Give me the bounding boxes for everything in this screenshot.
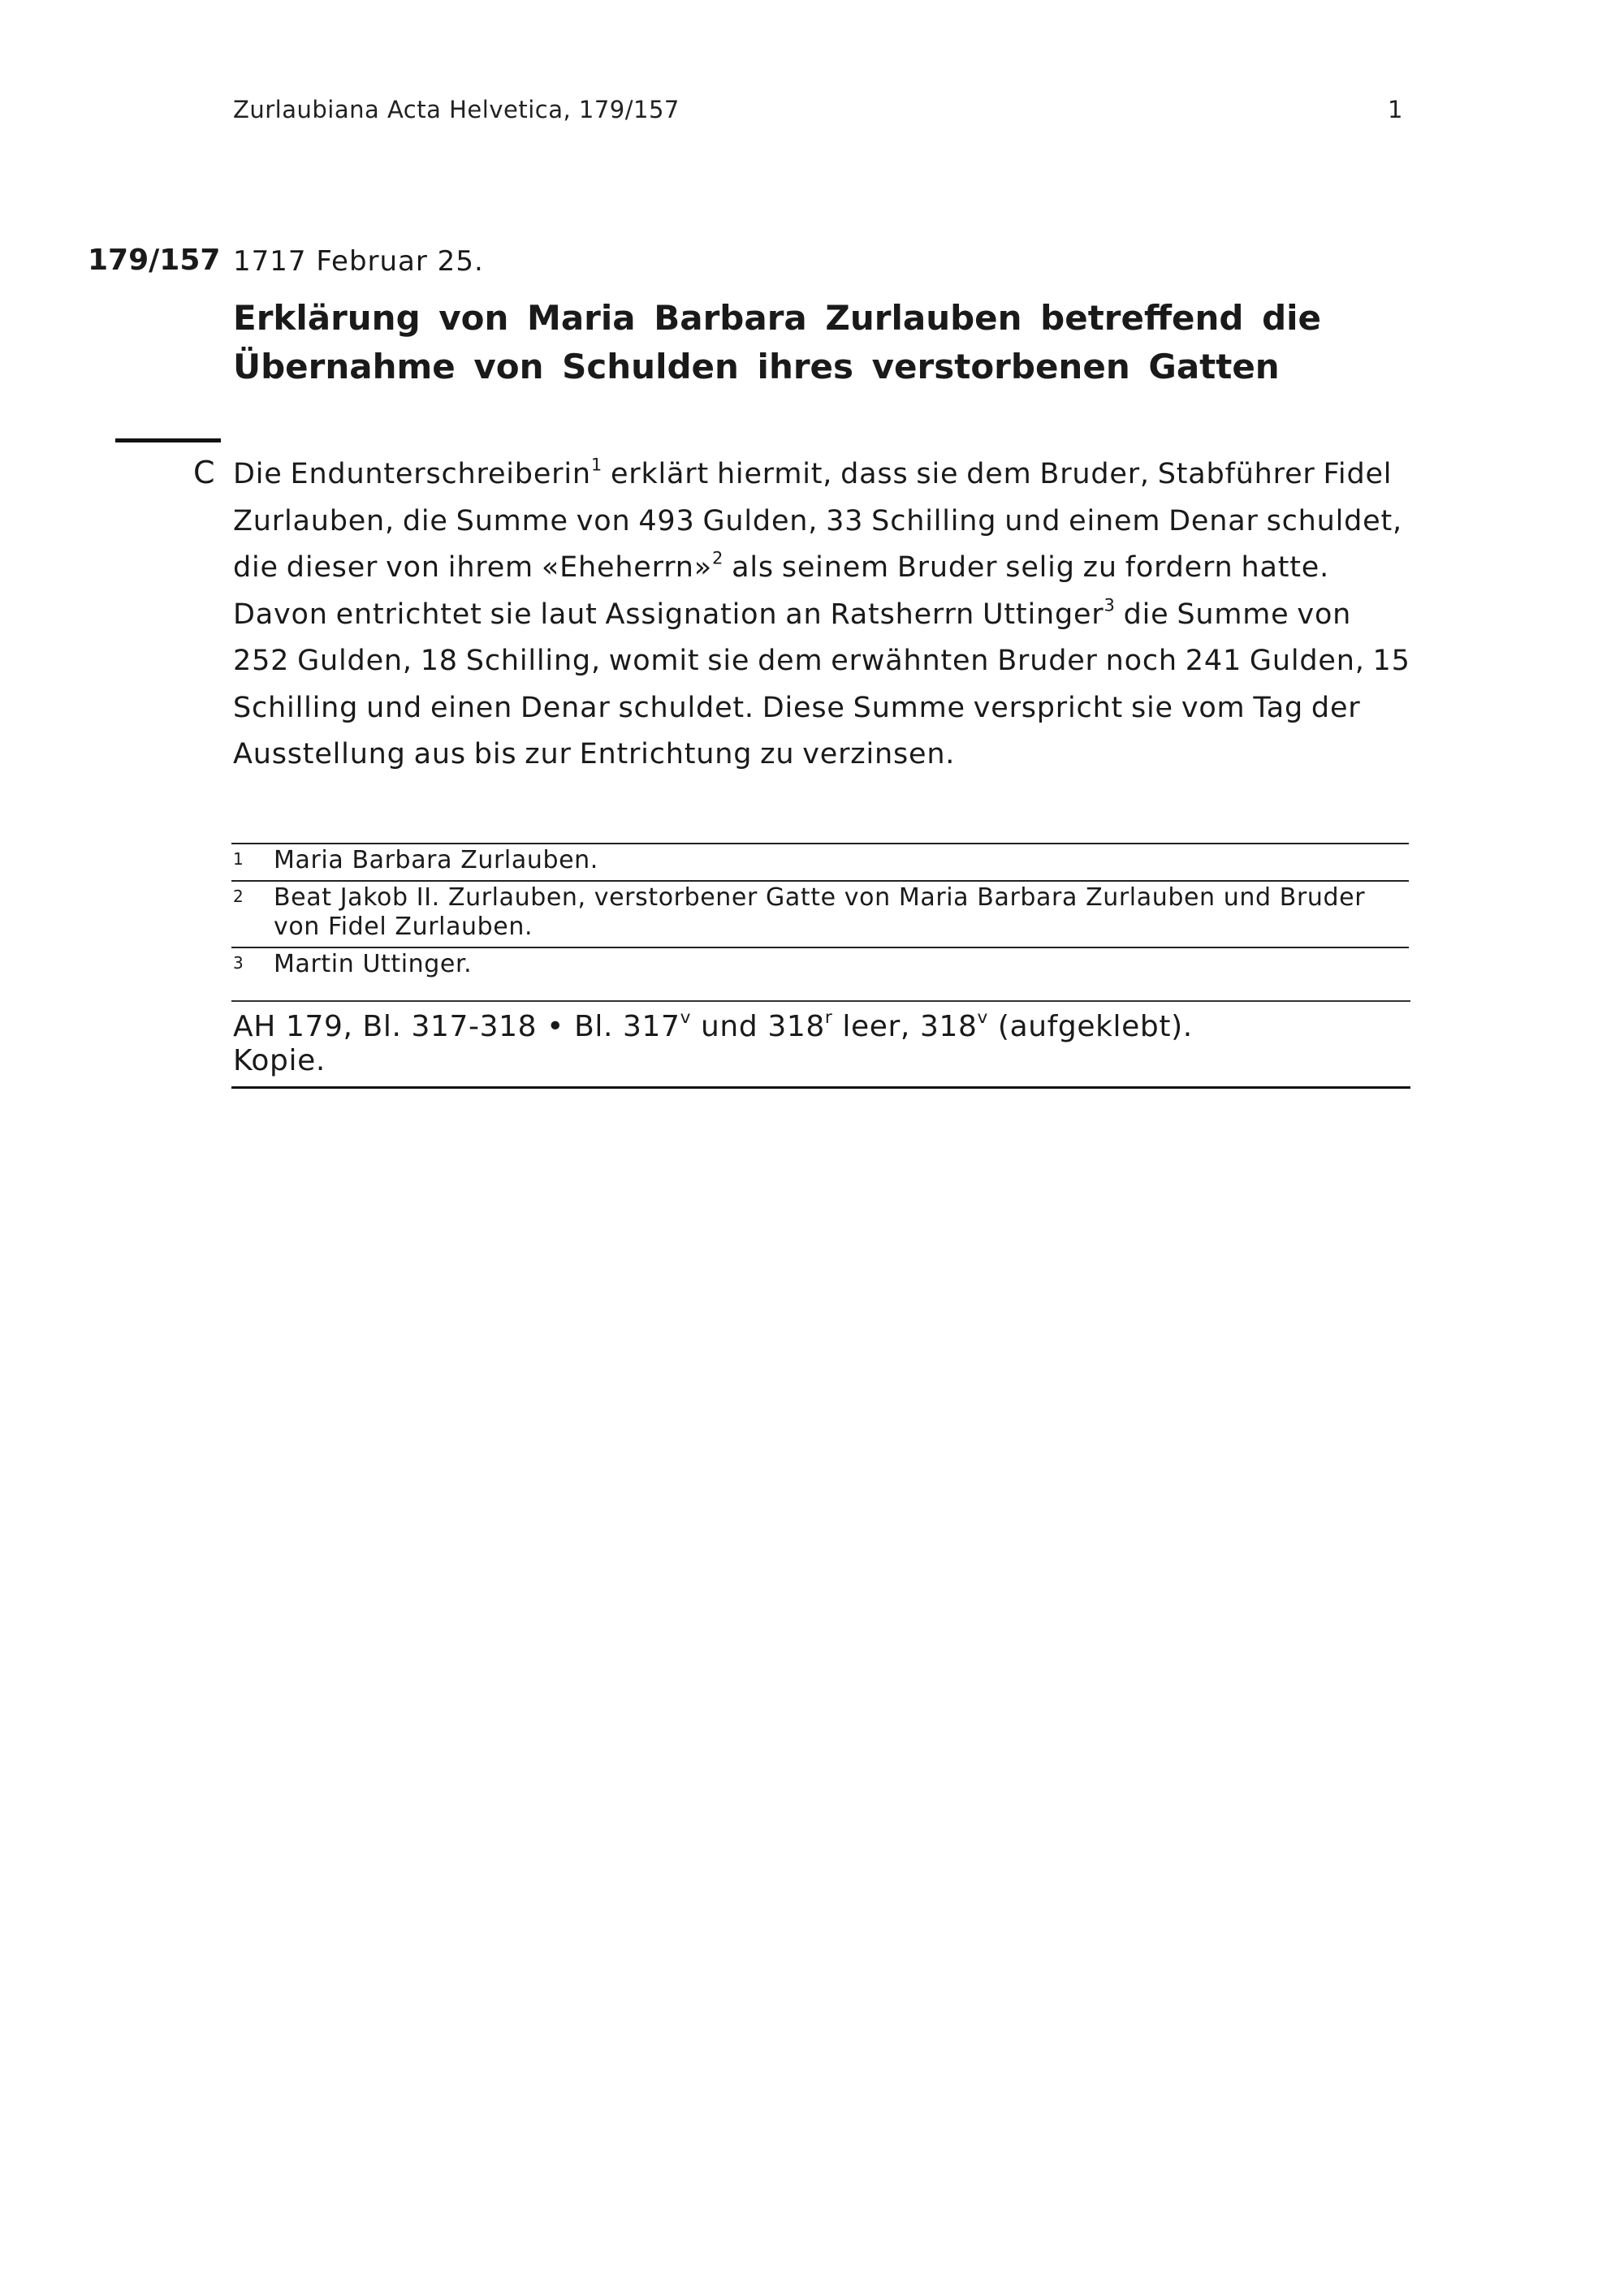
body-line: Zurlauben, die Summe von 493 Gulden, 33 Schilling und einem Denar schuldet, bbox=[233, 504, 1402, 537]
source-text: und 318 bbox=[690, 1010, 825, 1043]
document-date: 1717 Februar 25. bbox=[233, 245, 484, 278]
title-line: Übernahme von Schulden ihres verstorbenen Gatten bbox=[233, 347, 1280, 386]
footnote bbox=[231, 880, 1409, 947]
body-text-segment: Davon entrichtet sie laut Assignation an Ratsherrn Uttinger bbox=[233, 598, 1104, 631]
folio-side: r bbox=[824, 1007, 833, 1028]
folio-side: v bbox=[977, 1007, 988, 1028]
document-title bbox=[233, 294, 1322, 391]
body-line: Schilling und einen Denar schuldet. Diese Summe verspricht sie vom Tag der bbox=[233, 691, 1361, 724]
body-line bbox=[233, 592, 1419, 639]
siglum-rule bbox=[115, 438, 221, 442]
source-text: (aufgeklebt). bbox=[987, 1010, 1193, 1043]
body-text-segment: als seinem Bruder selig zu fordern hatte. bbox=[723, 551, 1330, 584]
folio-side: v bbox=[680, 1007, 691, 1028]
footnote-number: 3 bbox=[233, 953, 244, 973]
page-number: 1 bbox=[1388, 96, 1403, 123]
footnote-ref[interactable]: 3 bbox=[1104, 594, 1116, 615]
footnote bbox=[231, 843, 1409, 880]
body-line bbox=[233, 545, 1419, 592]
body-text-segment: die dieser von ihrem «Eheherrn» bbox=[233, 551, 712, 584]
source-note bbox=[231, 1000, 1410, 1089]
running-title: Zurlaubiana Acta Helvetica, 179/157 bbox=[233, 96, 680, 123]
source-text: leer, 318 bbox=[832, 1010, 978, 1043]
footnote-text: Maria Barbara Zurlauben. bbox=[274, 846, 598, 874]
body-text-segment: die Summe von bbox=[1115, 598, 1352, 631]
footnotes bbox=[231, 843, 1409, 984]
regest-body bbox=[233, 451, 1419, 779]
body-line: Ausstellung aus bis zur Entrichtung zu verzinsen. bbox=[233, 738, 956, 770]
footnote-ref[interactable]: 2 bbox=[711, 548, 724, 568]
footnote-text: von Fidel Zurlauben. bbox=[274, 913, 533, 941]
footnote-number: 2 bbox=[233, 887, 244, 906]
document-number: 179/157 bbox=[88, 244, 221, 277]
source-line bbox=[233, 1007, 1410, 1044]
siglum: C bbox=[193, 455, 215, 490]
footnote-ref[interactable]: 1 bbox=[590, 455, 603, 475]
body-line: 252 Gulden, 18 Schilling, womit sie dem erwähnten Bruder noch 241 Gulden, 15 bbox=[233, 645, 1410, 677]
body-text-segment: Die Endunterschreiberin bbox=[233, 458, 591, 490]
body-text-segment: erklärt hiermit, dass sie dem Bruder, Stabführer Fidel bbox=[603, 458, 1393, 490]
running-header bbox=[233, 96, 1408, 123]
footnote-text: Martin Uttinger. bbox=[274, 950, 473, 978]
source-line: Kopie. bbox=[233, 1044, 326, 1077]
footnote-text: Beat Jakob II. Zurlauben, verstorbener Gatte von Maria Barbara Zurlauben und Bruder bbox=[274, 883, 1366, 912]
body-line bbox=[233, 451, 1419, 498]
title-line: Erklärung von Maria Barbara Zurlauben betreffend die bbox=[233, 298, 1322, 338]
footnote-number: 1 bbox=[233, 849, 244, 869]
footnote bbox=[231, 947, 1409, 984]
source-text: AH 179, Bl. 317-318 • Bl. 317 bbox=[233, 1010, 680, 1043]
